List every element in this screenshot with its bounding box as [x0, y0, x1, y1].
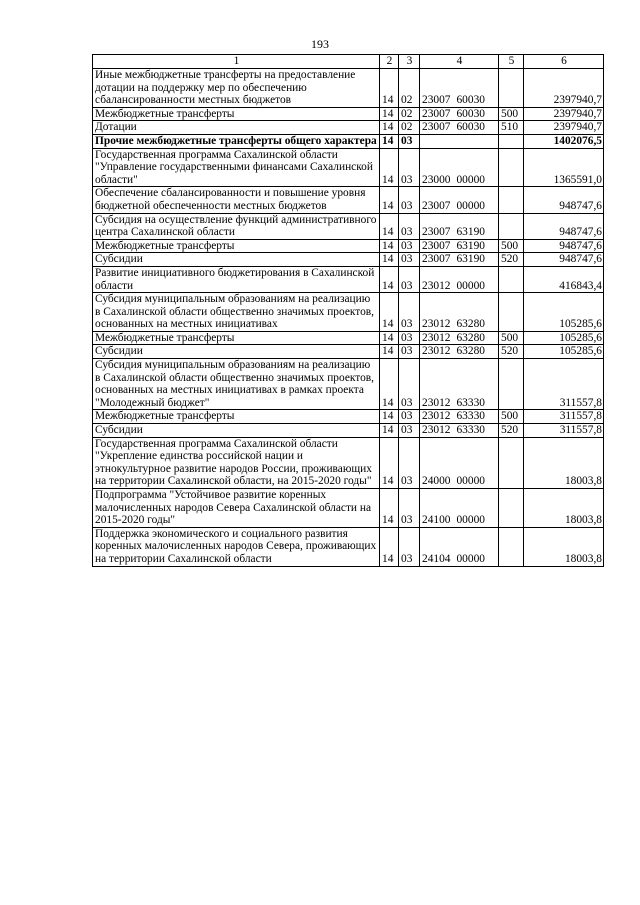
table-row: [93, 424, 604, 438]
row-section-cell: 14: [380, 187, 399, 213]
article-code-direction: 00000: [456, 173, 485, 186]
row-name-cell: Иные межбюджетные трансферты на предоставление дотации на поддержку мер по обеспечению сбалансированности местных бюджетов: [93, 69, 380, 108]
row-amount-cell: 1402076,5: [524, 134, 604, 148]
article-code-direction: 60030: [456, 107, 485, 120]
header-cell-name: 1: [93, 55, 380, 69]
row-amount-cell: 948747,6: [524, 239, 604, 253]
row-article-cell: [420, 489, 499, 528]
budget-table: [92, 54, 604, 567]
row-amount-cell: 105285,6: [524, 345, 604, 359]
row-section-cell: 14: [380, 148, 399, 187]
table-row: [93, 134, 604, 148]
row-section-cell: 14: [380, 410, 399, 424]
row-amount-cell: 311557,8: [524, 410, 604, 424]
row-article-cell: [420, 527, 499, 566]
row-section-cell: 14: [380, 121, 399, 135]
row-section-cell: 14: [380, 134, 399, 148]
article-code-program: 23007: [422, 121, 451, 134]
article-code-program: 23007: [422, 226, 451, 239]
row-article-cell: [420, 345, 499, 359]
row-name-cell: Государственная программа Сахалинской области "Укрепление единства российской нации и этнокультурное развитие народов России, проживающих на территории Сахалинской области, на 2015-2020 годы": [93, 437, 380, 488]
row-subsection-cell: 03: [399, 437, 420, 488]
row-expense-type-cell: 500: [499, 410, 524, 424]
row-section-cell: 14: [380, 293, 399, 332]
row-amount-cell: 18003,8: [524, 527, 604, 566]
row-name-cell: Прочие межбюджетные трансферты общего характера: [93, 134, 380, 148]
article-code-direction: 60030: [456, 94, 485, 107]
row-article-cell: [420, 359, 499, 410]
article-code-program: 24104: [422, 552, 451, 565]
row-amount-cell: 1365591,0: [524, 148, 604, 187]
row-name-cell: Субсидии: [93, 345, 380, 359]
row-article-cell: [420, 213, 499, 239]
article-code-program: 23012: [422, 279, 451, 292]
row-subsection-cell: 03: [399, 213, 420, 239]
row-section-cell: 14: [380, 489, 399, 528]
row-name-cell: Дотации: [93, 121, 380, 135]
row-subsection-cell: 02: [399, 121, 420, 135]
row-section-cell: 14: [380, 253, 399, 267]
page-number: 193: [311, 37, 329, 51]
row-expense-type-cell: [499, 148, 524, 187]
article-code-program: 23007: [422, 239, 451, 252]
row-expense-type-cell: 500: [499, 239, 524, 253]
row-subsection-cell: 02: [399, 69, 420, 108]
row-amount-cell: 311557,8: [524, 359, 604, 410]
article-code-direction: 63190: [456, 226, 485, 239]
row-amount-cell: 105285,6: [524, 331, 604, 345]
row-section-cell: 14: [380, 69, 399, 108]
table-row: [93, 213, 604, 239]
article-code-direction: 63280: [456, 331, 485, 344]
row-expense-type-cell: 520: [499, 345, 524, 359]
row-amount-cell: 2397940,7: [524, 107, 604, 121]
row-name-cell: Субсидии: [93, 424, 380, 438]
row-expense-type-cell: [499, 437, 524, 488]
table-row: [93, 527, 604, 566]
row-article-cell: [420, 424, 499, 438]
article-code-direction: 00000: [456, 475, 485, 488]
row-name-cell: Субсидии: [93, 253, 380, 267]
article-code-direction: 60030: [456, 121, 485, 134]
row-expense-type-cell: 520: [499, 253, 524, 267]
article-code-program: 24000: [422, 475, 451, 488]
row-expense-type-cell: [499, 293, 524, 332]
row-expense-type-cell: [499, 187, 524, 213]
row-subsection-cell: 03: [399, 424, 420, 438]
row-name-cell: Развитие инициативного бюджетирования в Сахалинской области: [93, 266, 380, 292]
row-expense-type-cell: [499, 266, 524, 292]
row-name-cell: Межбюджетные трансферты: [93, 239, 380, 253]
row-amount-cell: 18003,8: [524, 437, 604, 488]
row-article-cell: [420, 331, 499, 345]
row-article-cell: [420, 293, 499, 332]
row-expense-type-cell: 520: [499, 424, 524, 438]
article-code-direction: 63330: [456, 424, 485, 437]
row-amount-cell: 2397940,7: [524, 69, 604, 108]
row-article-cell: [420, 410, 499, 424]
row-subsection-cell: 03: [399, 266, 420, 292]
row-expense-type-cell: 500: [499, 107, 524, 121]
article-code-direction: 63190: [456, 253, 485, 266]
table-row: [93, 293, 604, 332]
header-cell-expense-type: 5: [499, 55, 524, 69]
table-row: [93, 345, 604, 359]
row-section-cell: 14: [380, 107, 399, 121]
header-cell-amount: 6: [524, 55, 604, 69]
table-header-row: [93, 55, 604, 69]
row-subsection-cell: 03: [399, 410, 420, 424]
article-code-program: 23012: [422, 318, 451, 331]
article-code-direction: 00000: [456, 552, 485, 565]
row-name-cell: Поддержка экономического и социального развития коренных малочисленных народов Севера, проживающих на территории Сахалинской области: [93, 527, 380, 566]
row-name-cell: Субсидия муниципальным образованиям на реализацию в Сахалинской области общественно значимых проектов, основанных на местных инициативах: [93, 293, 380, 332]
row-section-cell: 14: [380, 213, 399, 239]
header-cell-article: 4: [420, 55, 499, 69]
article-code-program: 23012: [422, 345, 451, 358]
row-expense-type-cell: 500: [499, 331, 524, 345]
article-code-program: 23012: [422, 424, 451, 437]
table-row: [93, 253, 604, 267]
row-subsection-cell: 03: [399, 187, 420, 213]
row-subsection-cell: 03: [399, 253, 420, 267]
article-code-direction: 00000: [456, 199, 485, 212]
article-code-direction: 63330: [456, 396, 485, 409]
row-section-cell: 14: [380, 239, 399, 253]
row-section-cell: 14: [380, 266, 399, 292]
row-article-cell: [420, 187, 499, 213]
table-row: [93, 331, 604, 345]
row-subsection-cell: 03: [399, 239, 420, 253]
row-amount-cell: 948747,6: [524, 187, 604, 213]
row-name-cell: Межбюджетные трансферты: [93, 331, 380, 345]
row-name-cell: Подпрограмма "Устойчивое развитие коренных малочисленных народов Севера Сахалинской области на 2015-2020 годы": [93, 489, 380, 528]
row-expense-type-cell: [499, 134, 524, 148]
table-row: [93, 148, 604, 187]
row-subsection-cell: 03: [399, 527, 420, 566]
row-subsection-cell: 03: [399, 345, 420, 359]
row-subsection-cell: 03: [399, 489, 420, 528]
row-expense-type-cell: [499, 527, 524, 566]
row-subsection-cell: 03: [399, 331, 420, 345]
article-code-direction: 63190: [456, 239, 485, 252]
row-amount-cell: 948747,6: [524, 253, 604, 267]
row-name-cell: Межбюджетные трансферты: [93, 107, 380, 121]
row-section-cell: 14: [380, 359, 399, 410]
table-row: [93, 239, 604, 253]
row-subsection-cell: 03: [399, 148, 420, 187]
row-amount-cell: 311557,8: [524, 424, 604, 438]
row-expense-type-cell: [499, 359, 524, 410]
article-code-program: 23007: [422, 94, 451, 107]
table-row: [93, 69, 604, 108]
table-row: [93, 410, 604, 424]
table-row: [93, 489, 604, 528]
article-code-direction: 00000: [456, 514, 485, 527]
row-subsection-cell: 03: [399, 293, 420, 332]
article-code-program: 23007: [422, 253, 451, 266]
article-code-program: 23000: [422, 173, 451, 186]
header-cell-section: 2: [380, 55, 399, 69]
row-article-cell: [420, 437, 499, 488]
article-code-direction: 63280: [456, 345, 485, 358]
header-cell-subsection: 3: [399, 55, 420, 69]
row-name-cell: Субсидия на осуществление функций административного центра Сахалинской области: [93, 213, 380, 239]
row-article-cell: [420, 266, 499, 292]
table-row: [93, 187, 604, 213]
article-code-program: 23012: [422, 331, 451, 344]
row-expense-type-cell: 510: [499, 121, 524, 135]
article-code-program: 23007: [422, 107, 451, 120]
row-article-cell: [420, 239, 499, 253]
row-name-cell: Обеспечение сбалансированности и повышение уровня бюджетной обеспеченности местных бюджетов: [93, 187, 380, 213]
row-expense-type-cell: [499, 213, 524, 239]
table-row: [93, 107, 604, 121]
table-row: [93, 359, 604, 410]
article-code-direction: 00000: [456, 279, 485, 292]
row-amount-cell: 105285,6: [524, 293, 604, 332]
row-name-cell: Межбюджетные трансферты: [93, 410, 380, 424]
row-article-cell: [420, 121, 499, 135]
row-article-cell: [420, 253, 499, 267]
row-subsection-cell: 03: [399, 134, 420, 148]
row-subsection-cell: 02: [399, 107, 420, 121]
article-code-program: 23012: [422, 396, 451, 409]
row-amount-cell: 416843,4: [524, 266, 604, 292]
table-row: [93, 121, 604, 135]
row-subsection-cell: 03: [399, 359, 420, 410]
row-section-cell: 14: [380, 437, 399, 488]
row-article-cell: [420, 134, 499, 148]
row-section-cell: 14: [380, 527, 399, 566]
article-code-direction: 63330: [456, 410, 485, 423]
table-row: [93, 437, 604, 488]
table-row: [93, 266, 604, 292]
row-expense-type-cell: [499, 69, 524, 108]
row-name-cell: Государственная программа Сахалинской области "Управление государственными финансами Сахалинской области": [93, 148, 380, 187]
row-article-cell: [420, 107, 499, 121]
row-section-cell: 14: [380, 345, 399, 359]
article-code-direction: 63280: [456, 318, 485, 331]
article-code-program: 23012: [422, 410, 451, 423]
article-code-program: 24100: [422, 514, 451, 527]
row-name-cell: Субсидия муниципальным образованиям на реализацию в Сахалинской области общественно значимых проектов, основанных на местных инициативах в рамках проекта "Молодежный бюджет": [93, 359, 380, 410]
row-amount-cell: 18003,8: [524, 489, 604, 528]
row-amount-cell: 2397940,7: [524, 121, 604, 135]
row-section-cell: 14: [380, 424, 399, 438]
row-section-cell: 14: [380, 331, 399, 345]
row-amount-cell: 948747,6: [524, 213, 604, 239]
article-code-program: 23007: [422, 199, 451, 212]
row-article-cell: [420, 148, 499, 187]
row-expense-type-cell: [499, 489, 524, 528]
row-article-cell: [420, 69, 499, 108]
